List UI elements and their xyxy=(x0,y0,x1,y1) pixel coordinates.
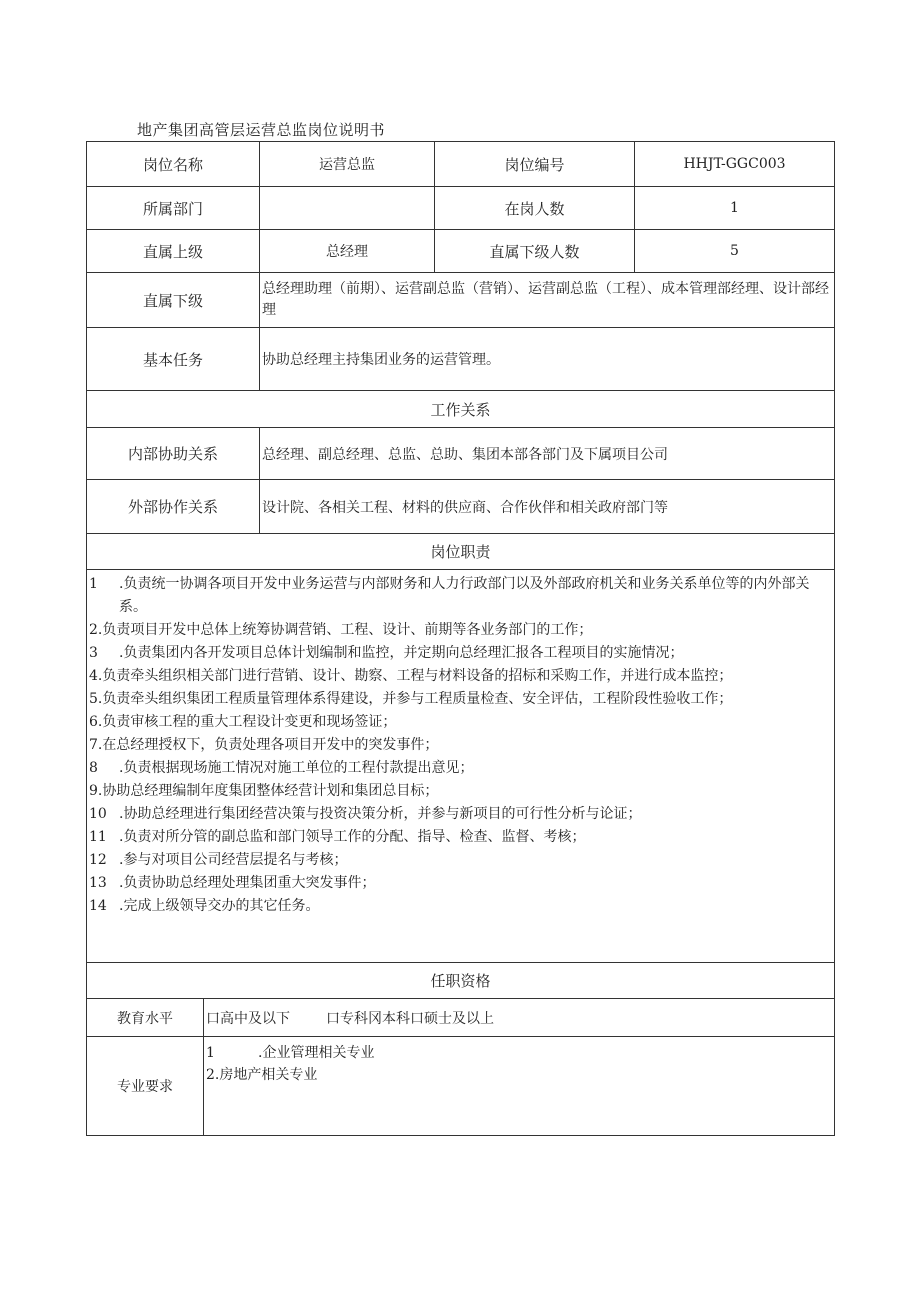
duty-text: .负责统一协调各项目开发中业务运营与内部财务和人力行政部门以及外部政府机关和业务关系单位等的内外部关系。 xyxy=(119,576,810,615)
duty-item xyxy=(89,573,830,619)
duty-item xyxy=(89,849,830,872)
internal-relations-value: 总经理、副总经理、总监、总助、集团本部各部门及下属项目公司 xyxy=(260,428,835,480)
duty-number: 5 xyxy=(89,691,98,707)
education-label: 教育水平 xyxy=(87,999,204,1037)
major-requirements xyxy=(204,1037,835,1136)
duty-text: .参与对项目公司经营层提名与考核； xyxy=(119,852,348,868)
duty-item xyxy=(89,757,830,780)
duty-number: 3 xyxy=(89,645,98,661)
duty-item xyxy=(89,803,830,826)
duty-item xyxy=(89,711,830,734)
duty-text: .协助总经理进行集团经营决策与投资决策分析，并参与新项目的可行性分析与论证； xyxy=(119,806,642,822)
duty-text: .负责协助总经理处理集团重大突发事件； xyxy=(119,875,376,891)
duty-text: .负责对所分管的副总监和部门领导工作的分配、指导、检查、监督、考核； xyxy=(119,829,586,845)
duty-text: .完成上级领导交办的其它任务。 xyxy=(119,898,320,914)
duties-heading: 岗位职责 xyxy=(87,534,835,570)
duty-item xyxy=(89,780,830,803)
internal-relations-label: 内部协助关系 xyxy=(87,428,260,480)
subordinates-label: 直属下级 xyxy=(87,273,260,328)
position-code-label: 岗位编号 xyxy=(435,142,635,187)
headcount-value: 1 xyxy=(635,187,835,230)
document-title: 地产集团高管层运营总监岗位说明书 xyxy=(137,121,386,139)
duty-number: 8 xyxy=(89,760,98,776)
major-label: 专业要求 xyxy=(87,1037,204,1136)
superior-label: 直属上级 xyxy=(87,230,260,273)
major-item: 2.房地产相关专业 xyxy=(206,1067,318,1083)
duty-number: 6 xyxy=(89,714,98,730)
duty-number: 2 xyxy=(89,622,98,638)
education-options xyxy=(204,999,835,1037)
education-option-college-above[interactable]: 口专科冈本科口硕士及以上 xyxy=(326,1010,494,1027)
external-relations-value: 设计院、各相关工程、材料的供应商、合作伙伴和相关政府部门等 xyxy=(260,480,835,534)
duty-item xyxy=(89,688,830,711)
major-item: 1 .企业管理相关专业 xyxy=(206,1045,375,1061)
duty-number: 12 xyxy=(89,852,107,868)
duty-item xyxy=(89,665,830,688)
duty-text: .在总经理授权下，负责处理各项目开发中的突发事件； xyxy=(97,737,439,753)
qualifications-heading: 任职资格 xyxy=(87,963,835,999)
duty-text: .负责根据现场施工情况对施工单位的工程付款提出意见； xyxy=(119,760,474,776)
external-relations-label: 外部协作关系 xyxy=(87,480,260,534)
duty-number: 10 xyxy=(89,806,107,822)
duty-item xyxy=(89,895,830,918)
duty-text: .负责集团内各开发项目总体计划编制和监控，并定期向总经理汇报各工程项目的实施情况； xyxy=(119,645,684,661)
work-relations-heading: 工作关系 xyxy=(87,391,835,428)
subordinate-count-label: 直属下级人数 xyxy=(435,230,635,273)
department-value xyxy=(260,187,435,230)
duty-number: 7 xyxy=(89,737,98,753)
duty-number: 9 xyxy=(89,783,98,799)
basic-task-value: 协助总经理主持集团业务的运营管理。 xyxy=(260,328,835,391)
duty-item xyxy=(89,872,830,895)
duty-item xyxy=(89,826,830,849)
duty-number: 11 xyxy=(89,829,107,845)
position-name-label: 岗位名称 xyxy=(87,142,260,187)
duty-number: 4 xyxy=(89,668,98,684)
duty-text: .负责审核工程的重大工程设计变更和现场签证； xyxy=(97,714,397,730)
position-name-value: 运营总监 xyxy=(260,142,435,187)
duty-number: 1 xyxy=(89,576,98,592)
department-label: 所属部门 xyxy=(87,187,260,230)
duty-text: .负责牵头组织相关部门进行营销、设计、勘察、工程与材料设备的招标和采购工作，并进行成本监控； xyxy=(97,668,733,684)
superior-value: 总经理 xyxy=(260,230,435,273)
duty-number: 13 xyxy=(89,875,107,891)
duty-item xyxy=(89,734,830,757)
duty-item xyxy=(89,619,830,642)
job-description-table xyxy=(86,141,835,1136)
duty-text: .负责项目开发中总体上统筹协调营销、工程、设计、前期等各业务部门的工作； xyxy=(97,622,593,638)
education-option-high-school[interactable]: 口高中及以下 xyxy=(206,1010,290,1027)
duty-text: .协助总经理编制年度集团整体经营计划和集团总目标； xyxy=(97,783,439,799)
basic-task-label: 基本任务 xyxy=(87,328,260,391)
headcount-label: 在岗人数 xyxy=(435,187,635,230)
duties-list xyxy=(87,570,835,963)
duty-text: .负责牵头组织集团工程质量管理体系得建设，并参与工程质量检查、安全评估，工程阶段性验收工作； xyxy=(97,691,733,707)
duty-item xyxy=(89,642,830,665)
position-code-value: HHJT-GGC003 xyxy=(635,142,835,187)
subordinate-count-value: 5 xyxy=(635,230,835,273)
subordinates-value: 总经理助理（前期）、运营副总监（营销）、运营副总监（工程）、成本管理部经理、设计部经理 xyxy=(260,273,835,328)
duty-number: 14 xyxy=(89,898,107,914)
